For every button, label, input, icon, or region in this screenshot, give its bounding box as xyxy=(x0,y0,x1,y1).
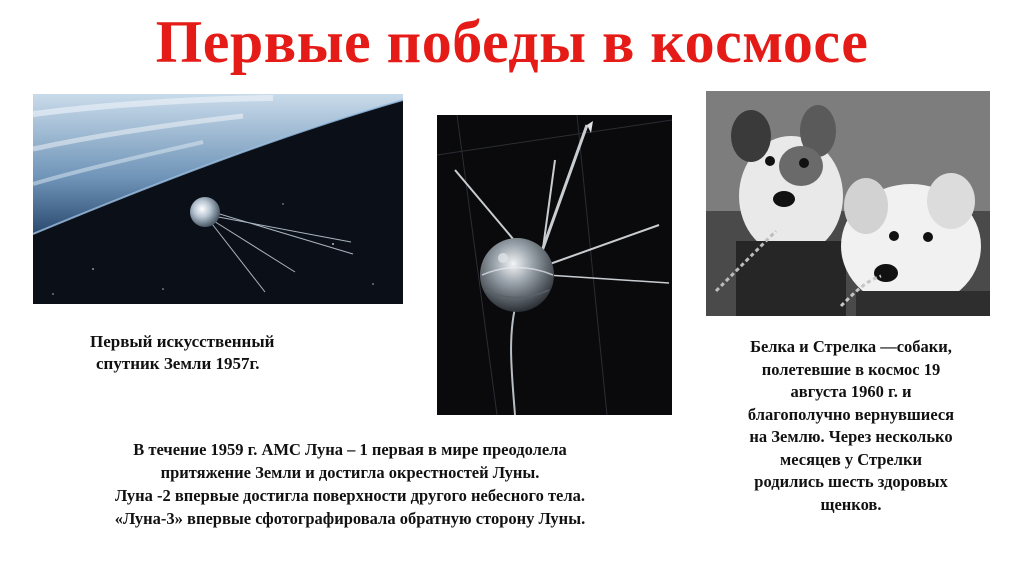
caption-line: В течение 1959 г. АМС Луна – 1 первая в мире преодолела xyxy=(133,440,567,459)
caption-line: месяцев у Стрелки xyxy=(779,449,923,469)
caption-line: Белка и Стрелка —собаки, xyxy=(750,337,952,356)
luna-caption xyxy=(30,438,670,530)
caption-line: благополучно вернувшиеся xyxy=(747,404,955,424)
sputnik-caption xyxy=(90,331,350,375)
sputnik-photo xyxy=(33,94,403,304)
caption-line: родились шесть здоровых xyxy=(754,472,948,491)
luna-probe-photo xyxy=(437,115,672,415)
dogs-caption xyxy=(706,336,996,516)
caption-line: спутник Земли 1957г. xyxy=(96,354,260,373)
caption-line: августа 1960 г. и xyxy=(790,382,912,401)
caption-line: «Луна-3» впервые сфотографировала обратную сторону Луны. xyxy=(114,509,586,528)
caption-line: на Землю. Через несколько xyxy=(749,427,953,446)
caption-line: щенков. xyxy=(820,494,882,514)
caption-line: притяжение Земли и достигла окрестностей Луны. xyxy=(160,463,540,482)
caption-line: Луна -2 впервые достигла поверхности другого небесного тела. xyxy=(114,486,586,505)
slide-title: Первые победы в космосе xyxy=(155,9,869,75)
caption-line: Первый искусственный xyxy=(90,332,275,351)
caption-line: полетевшие в космос 19 xyxy=(761,359,941,379)
belka-strelka-photo xyxy=(706,91,990,316)
